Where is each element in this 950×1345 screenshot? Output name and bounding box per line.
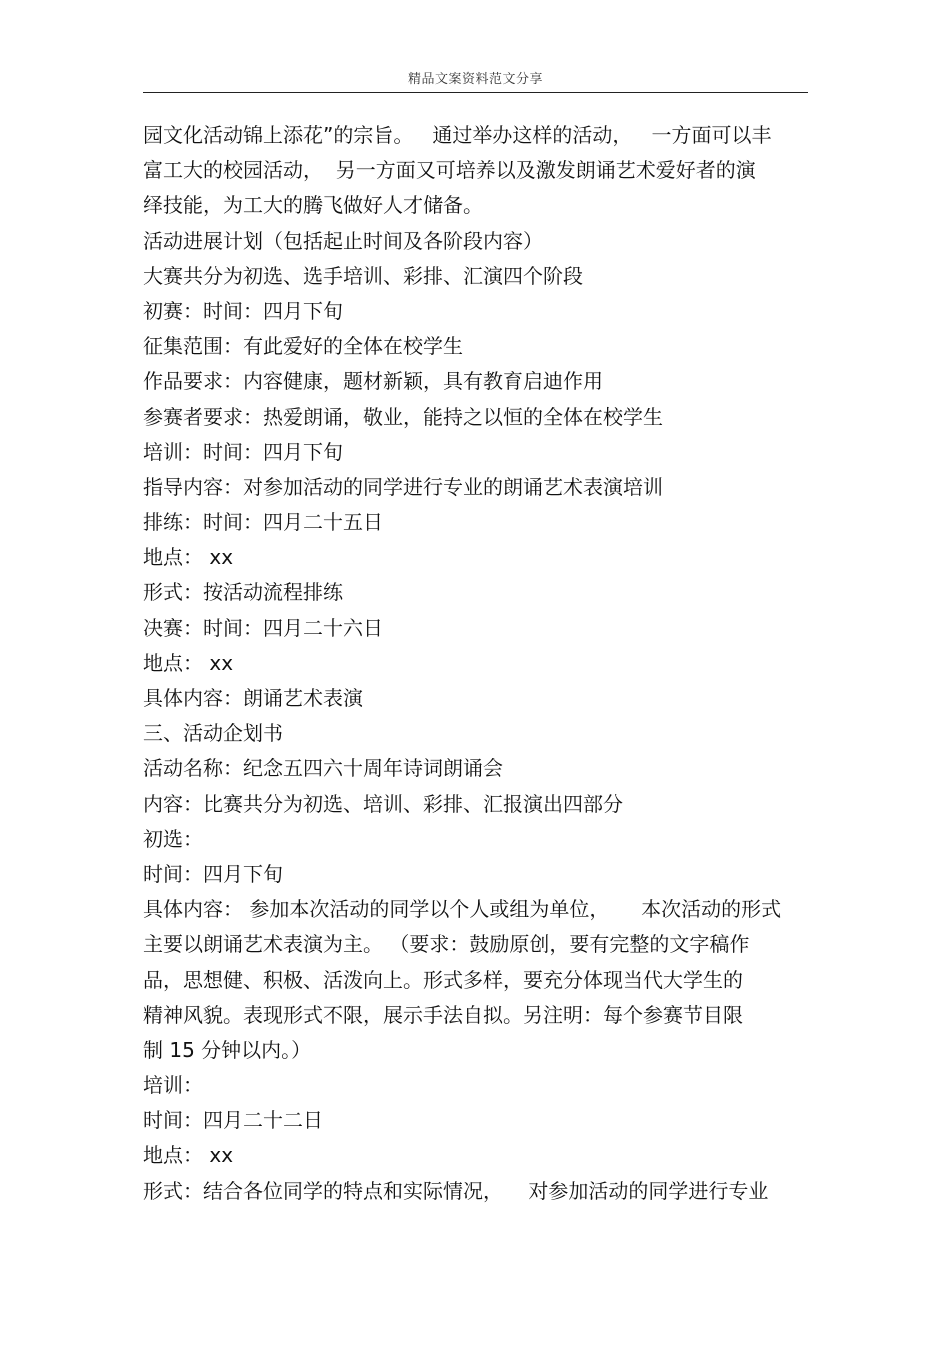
text-line: 制 15 分钟以内。）	[143, 1037, 312, 1062]
text-line: 内容：比赛共分为初选、培训、彩排、汇报演出四部分	[143, 791, 623, 816]
text-line: 品，思想健、积极、活泼向上。形式多样，要充分体现当代大学生的	[143, 967, 743, 992]
text-line: 地点： xx	[143, 650, 234, 675]
text-line: 指导内容：对参加活动的同学进行专业的朗诵艺术表演培训	[143, 474, 663, 499]
text-line: 时间：四月下旬	[143, 861, 283, 886]
text-line: 形式：结合各位同学的特点和实际情况， 对参加活动的同学进行专业	[143, 1178, 769, 1203]
text-line: 作品要求：内容健康，题材新颖，具有教育启迪作用	[143, 369, 603, 394]
text-line: 初选：	[143, 826, 203, 851]
text-line: 精神风貌。表现形式不限，展示手法自拟。另注明：每个参赛节目限	[143, 1002, 743, 1027]
text-line: 参赛者要求：热爱朗诵，敬业，能持之以恒的全体在校学生	[143, 404, 663, 429]
text-line: 三、活动企划书	[143, 721, 283, 746]
text-line: 活动名称：纪念五四六十周年诗词朗诵会	[143, 756, 503, 781]
text-line: 地点： xx	[143, 545, 234, 570]
text-line: 培训：时间：四月下旬	[143, 439, 343, 464]
text-line: 时间：四月二十二日	[143, 1108, 323, 1133]
text-line: 大赛共分为初选、选手培训、彩排、汇演四个阶段	[143, 263, 583, 288]
text-line: 决赛：时间：四月二十六日	[143, 615, 383, 640]
text-line: 形式：按活动流程排练	[143, 580, 343, 605]
text-line: 具体内容： 参加本次活动的同学以个人或组为单位， 本次活动的形式	[143, 897, 782, 922]
text-line: 培训：	[143, 1073, 203, 1098]
text-line: 园文化活动锦上添花”的宗旨。 通过举办这样的活动， 一方面可以丰	[143, 123, 772, 147]
body-text	[143, 118, 808, 1209]
header-title: 精品文案资料范文分享	[407, 72, 543, 87]
text-line: 具体内容：朗诵艺术表演	[143, 686, 363, 710]
text-line: 绎技能，为工大的腾飞做好人才储备。	[143, 193, 483, 218]
text-line: 征集范围：有此爱好的全体在校学生	[143, 334, 463, 359]
text-line: 富工大的校园活动， 另一方面又可培养以及激发朗诵艺术爱好者的演	[143, 158, 756, 183]
page-header	[143, 60, 808, 93]
text-line: 主要以朗诵艺术表演为主。 （要求：鼓励原创，要有完整的文字稿作	[143, 932, 750, 957]
text-line: 地点： xx	[143, 1143, 234, 1168]
text-line: 排练：时间：四月二十五日	[143, 510, 383, 535]
text-line: 初赛：时间：四月下旬	[143, 298, 343, 323]
text-line: 活动进展计划（包括起止时间及各阶段内容）	[143, 228, 543, 253]
